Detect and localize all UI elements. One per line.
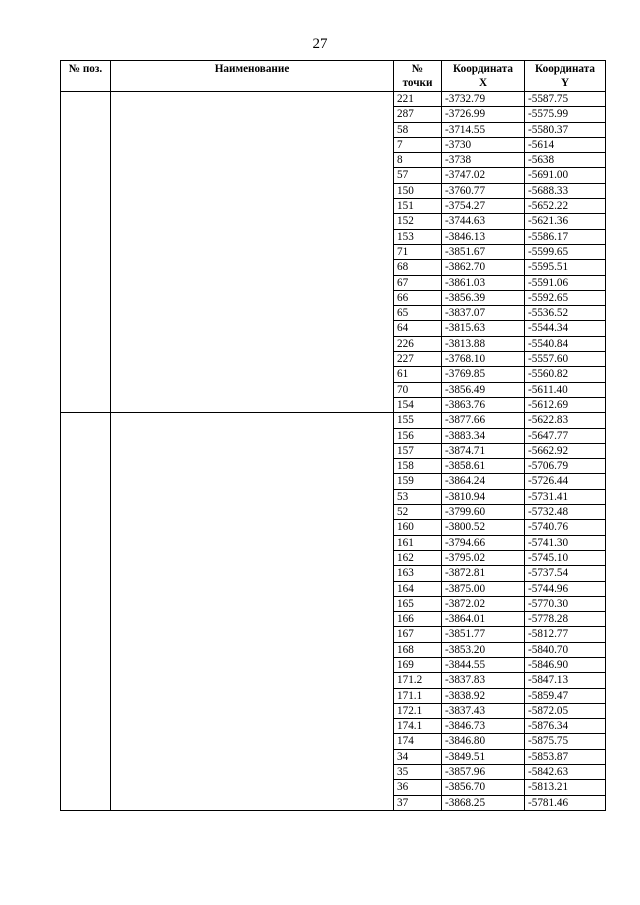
x-coordinate-cell: -3754.27 <box>442 199 525 214</box>
x-coordinate-cell: -3849.51 <box>442 749 525 764</box>
y-coordinate-cell: -5706.79 <box>525 459 606 474</box>
coordinates-table <box>60 60 606 811</box>
x-coordinate-cell: -3856.49 <box>442 382 525 397</box>
point-number-cell: 67 <box>394 275 442 290</box>
x-coordinate-cell: -3795.02 <box>442 550 525 565</box>
point-number-cell: 152 <box>394 214 442 229</box>
x-coordinate-cell: -3747.02 <box>442 168 525 183</box>
y-coordinate-cell: -5688.33 <box>525 183 606 198</box>
y-coordinate-cell: -5614 <box>525 137 606 152</box>
header-x: Координата X <box>442 61 525 92</box>
point-number-cell: 65 <box>394 306 442 321</box>
name-cell <box>111 92 394 413</box>
x-coordinate-cell: -3872.81 <box>442 566 525 581</box>
x-coordinate-cell: -3726.99 <box>442 107 525 122</box>
x-coordinate-cell: -3769.85 <box>442 367 525 382</box>
point-number-cell: 171.2 <box>394 673 442 688</box>
y-coordinate-cell: -5812.77 <box>525 627 606 642</box>
y-coordinate-cell: -5586.17 <box>525 229 606 244</box>
x-coordinate-cell: -3813.88 <box>442 336 525 351</box>
x-coordinate-cell: -3861.03 <box>442 275 525 290</box>
x-coordinate-cell: -3875.00 <box>442 581 525 596</box>
point-number-cell: 169 <box>394 657 442 672</box>
point-number-cell: 163 <box>394 566 442 581</box>
point-number-cell: 167 <box>394 627 442 642</box>
x-coordinate-cell: -3853.20 <box>442 642 525 657</box>
y-coordinate-cell: -5622.83 <box>525 413 606 428</box>
point-number-cell: 36 <box>394 780 442 795</box>
x-coordinate-cell: -3760.77 <box>442 183 525 198</box>
point-number-cell: 61 <box>394 367 442 382</box>
point-number-cell: 160 <box>394 520 442 535</box>
y-coordinate-cell: -5842.63 <box>525 765 606 780</box>
y-coordinate-cell: -5731.41 <box>525 489 606 504</box>
point-number-cell: 58 <box>394 122 442 137</box>
y-coordinate-cell: -5853.87 <box>525 749 606 764</box>
table-row <box>61 92 606 107</box>
x-coordinate-cell: -3883.34 <box>442 428 525 443</box>
y-coordinate-cell: -5536.52 <box>525 306 606 321</box>
x-coordinate-cell: -3868.25 <box>442 795 525 810</box>
point-number-cell: 174 <box>394 734 442 749</box>
y-coordinate-cell: -5741.30 <box>525 535 606 550</box>
y-coordinate-cell: -5638 <box>525 153 606 168</box>
point-number-cell: 52 <box>394 505 442 520</box>
y-coordinate-cell: -5740.76 <box>525 520 606 535</box>
x-coordinate-cell: -3864.24 <box>442 474 525 489</box>
y-coordinate-cell: -5621.36 <box>525 214 606 229</box>
point-number-cell: 172.1 <box>394 703 442 718</box>
x-coordinate-cell: -3732.79 <box>442 92 525 107</box>
point-number-cell: 150 <box>394 183 442 198</box>
y-coordinate-cell: -5691.00 <box>525 168 606 183</box>
y-coordinate-cell: -5611.40 <box>525 382 606 397</box>
name-cell <box>111 413 394 811</box>
point-number-cell: 168 <box>394 642 442 657</box>
y-coordinate-cell: -5859.47 <box>525 688 606 703</box>
x-coordinate-cell: -3846.80 <box>442 734 525 749</box>
point-number-cell: 165 <box>394 596 442 611</box>
y-coordinate-cell: -5662.92 <box>525 443 606 458</box>
x-coordinate-cell: -3837.43 <box>442 703 525 718</box>
table-header-row <box>61 61 606 92</box>
x-coordinate-cell: -3838.92 <box>442 688 525 703</box>
point-number-cell: 226 <box>394 336 442 351</box>
y-coordinate-cell: -5580.37 <box>525 122 606 137</box>
point-number-cell: 156 <box>394 428 442 443</box>
x-coordinate-cell: -3794.66 <box>442 535 525 550</box>
point-number-cell: 70 <box>394 382 442 397</box>
point-number-cell: 158 <box>394 459 442 474</box>
x-coordinate-cell: -3837.83 <box>442 673 525 688</box>
point-number-cell: 34 <box>394 749 442 764</box>
x-coordinate-cell: -3844.55 <box>442 657 525 672</box>
x-coordinate-cell: -3799.60 <box>442 505 525 520</box>
x-coordinate-cell: -3872.02 <box>442 596 525 611</box>
y-coordinate-cell: -5575.99 <box>525 107 606 122</box>
x-coordinate-cell: -3858.61 <box>442 459 525 474</box>
header-point: № точки <box>394 61 442 92</box>
point-number-cell: 37 <box>394 795 442 810</box>
x-coordinate-cell: -3815.63 <box>442 321 525 336</box>
y-coordinate-cell: -5732.48 <box>525 505 606 520</box>
point-number-cell: 159 <box>394 474 442 489</box>
y-coordinate-cell: -5840.70 <box>525 642 606 657</box>
y-coordinate-cell: -5737.54 <box>525 566 606 581</box>
header-y: Координата Y <box>525 61 606 92</box>
point-number-cell: 221 <box>394 92 442 107</box>
y-coordinate-cell: -5652.22 <box>525 199 606 214</box>
x-coordinate-cell: -3846.73 <box>442 719 525 734</box>
point-number-cell: 166 <box>394 612 442 627</box>
y-coordinate-cell: -5595.51 <box>525 260 606 275</box>
table-body <box>61 92 606 811</box>
point-number-cell: 157 <box>394 443 442 458</box>
y-coordinate-cell: -5876.34 <box>525 719 606 734</box>
y-coordinate-cell: -5560.82 <box>525 367 606 382</box>
y-coordinate-cell: -5647.77 <box>525 428 606 443</box>
point-number-cell: 7 <box>394 137 442 152</box>
point-number-cell: 151 <box>394 199 442 214</box>
y-coordinate-cell: -5599.65 <box>525 244 606 259</box>
y-coordinate-cell: -5591.06 <box>525 275 606 290</box>
point-number-cell: 8 <box>394 153 442 168</box>
point-number-cell: 174.1 <box>394 719 442 734</box>
x-coordinate-cell: -3846.13 <box>442 229 525 244</box>
y-coordinate-cell: -5592.65 <box>525 290 606 305</box>
point-number-cell: 57 <box>394 168 442 183</box>
y-coordinate-cell: -5813.21 <box>525 780 606 795</box>
x-coordinate-cell: -3837.07 <box>442 306 525 321</box>
point-number-cell: 164 <box>394 581 442 596</box>
x-coordinate-cell: -3864.01 <box>442 612 525 627</box>
y-coordinate-cell: -5770.30 <box>525 596 606 611</box>
point-number-cell: 162 <box>394 550 442 565</box>
point-number-cell: 64 <box>394 321 442 336</box>
header-pos: № поз. <box>61 61 111 92</box>
pos-cell <box>61 413 111 811</box>
y-coordinate-cell: -5587.75 <box>525 92 606 107</box>
y-coordinate-cell: -5726.44 <box>525 474 606 489</box>
x-coordinate-cell: -3874.71 <box>442 443 525 458</box>
point-number-cell: 155 <box>394 413 442 428</box>
x-coordinate-cell: -3810.94 <box>442 489 525 504</box>
x-coordinate-cell: -3856.39 <box>442 290 525 305</box>
y-coordinate-cell: -5544.34 <box>525 321 606 336</box>
header-name: Наименование <box>111 61 394 92</box>
x-coordinate-cell: -3857.96 <box>442 765 525 780</box>
point-number-cell: 66 <box>394 290 442 305</box>
point-number-cell: 154 <box>394 397 442 412</box>
table-row <box>61 413 606 428</box>
y-coordinate-cell: -5846.90 <box>525 657 606 672</box>
x-coordinate-cell: -3714.55 <box>442 122 525 137</box>
point-number-cell: 161 <box>394 535 442 550</box>
x-coordinate-cell: -3730 <box>442 137 525 152</box>
x-coordinate-cell: -3738 <box>442 153 525 168</box>
x-coordinate-cell: -3800.52 <box>442 520 525 535</box>
x-coordinate-cell: -3862.70 <box>442 260 525 275</box>
point-number-cell: 53 <box>394 489 442 504</box>
point-number-cell: 153 <box>394 229 442 244</box>
y-coordinate-cell: -5847.13 <box>525 673 606 688</box>
y-coordinate-cell: -5557.60 <box>525 352 606 367</box>
point-number-cell: 287 <box>394 107 442 122</box>
x-coordinate-cell: -3744.63 <box>442 214 525 229</box>
page-number: 27 <box>312 36 328 52</box>
x-coordinate-cell: -3851.77 <box>442 627 525 642</box>
x-coordinate-cell: -3877.66 <box>442 413 525 428</box>
point-number-cell: 227 <box>394 352 442 367</box>
y-coordinate-cell: -5781.46 <box>525 795 606 810</box>
x-coordinate-cell: -3851.67 <box>442 244 525 259</box>
x-coordinate-cell: -3863.76 <box>442 397 525 412</box>
point-number-cell: 68 <box>394 260 442 275</box>
pos-cell <box>61 92 111 413</box>
x-coordinate-cell: -3856.70 <box>442 780 525 795</box>
point-number-cell: 71 <box>394 244 442 259</box>
y-coordinate-cell: -5744.96 <box>525 581 606 596</box>
y-coordinate-cell: -5872.05 <box>525 703 606 718</box>
y-coordinate-cell: -5540.84 <box>525 336 606 351</box>
y-coordinate-cell: -5745.10 <box>525 550 606 565</box>
y-coordinate-cell: -5778.28 <box>525 612 606 627</box>
y-coordinate-cell: -5612.69 <box>525 397 606 412</box>
y-coordinate-cell: -5875.75 <box>525 734 606 749</box>
point-number-cell: 35 <box>394 765 442 780</box>
point-number-cell: 171.1 <box>394 688 442 703</box>
x-coordinate-cell: -3768.10 <box>442 352 525 367</box>
